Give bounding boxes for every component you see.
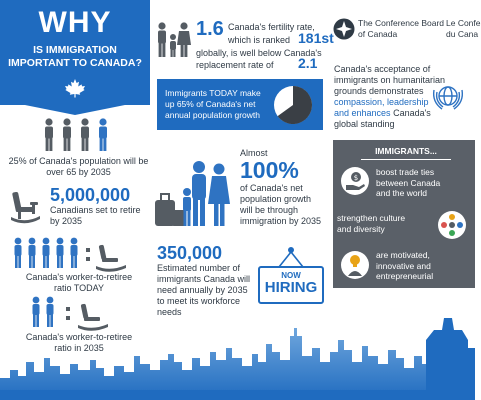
conference-board-name-fr — [446, 18, 481, 39]
benefit-trade-line-3: and the world — [376, 188, 428, 198]
retirement-number: 5,000,000 — [50, 185, 131, 205]
ratio-today-text — [14, 272, 144, 294]
aging-line-1: 25% of Canada's population will be — [8, 156, 149, 166]
subtitle-line-1: IS IMMIGRATION — [33, 44, 117, 56]
banner-point — [0, 100, 150, 116]
aging-line-2: over 65 by 2035 — [46, 167, 111, 177]
people-group-icon — [42, 118, 112, 152]
humanitarian-highlight-1: compassion, leadership — [334, 97, 429, 107]
svg-text:$: $ — [353, 174, 359, 182]
growth-line-1: of Canada's net — [240, 183, 303, 193]
ratio-2035-line-1: Canada's worker-to-retiree — [25, 332, 133, 342]
growth-line-4: immigration by 2035 — [240, 216, 322, 226]
benefit-culture-line-2: and diversity — [337, 223, 385, 234]
immigrants-today-line-1: Immigrants TODAY make — [165, 88, 261, 98]
fertility-value: 1.6 — [196, 18, 224, 40]
retirement-text — [50, 205, 150, 227]
fertility-text-c: globally, is well below Canada's — [196, 48, 322, 58]
family-icon — [155, 22, 193, 58]
benefit-innovation-line-3: entrepreneurial — [376, 271, 434, 281]
growth-almost: Almost — [240, 148, 268, 158]
fertility-text-b: which is ranked — [228, 35, 291, 45]
aging-text — [6, 156, 151, 178]
fertility-text-a: Canada's fertility rate, — [228, 22, 315, 32]
growth-text — [240, 183, 330, 227]
city-skyline-graphic — [0, 300, 475, 400]
immigrants-today-line-2: up 65% of Canada's net — [165, 99, 256, 109]
fertility-rank: 181st — [298, 30, 334, 46]
now-hiring-sign — [258, 266, 324, 304]
benefit-innovation — [376, 250, 472, 282]
needed-value: 350,000 — [157, 243, 223, 263]
ratio-today-line-1: Canada's worker-to-retiree — [25, 272, 133, 282]
needed-line-4: to meet its workforce — [157, 296, 241, 306]
rocking-chair-icon — [8, 190, 42, 224]
conference-board-name-en — [358, 18, 444, 39]
trade-icon-circle — [341, 167, 369, 195]
needed-line-3: need annually by 2035 — [157, 285, 248, 295]
needed-line-1: Estimated number of — [157, 263, 241, 273]
diversity-icon-circle — [438, 211, 466, 239]
cb-fr-line-1: Le Confe — [446, 18, 481, 28]
sign-now-text: NOW — [281, 271, 301, 280]
title-subtitle — [6, 44, 144, 70]
retirement-line-2: by 2035 — [50, 216, 83, 226]
humanitarian-line-5: global standing — [334, 119, 395, 129]
growth-line-3: will be through — [240, 205, 299, 215]
benefit-trade-line-1: boost trade ties — [376, 167, 435, 177]
benefit-innovation-line-2: innovative and — [376, 260, 431, 271]
fertility-replacement: 2.1 — [298, 55, 318, 71]
benefit-culture-line-1: strengthen culture — [337, 213, 406, 223]
retirement-line-1: Canadians set to retire — [50, 205, 141, 215]
needed-line-5: needs — [157, 307, 182, 317]
lightbulb-person-icon — [341, 251, 369, 279]
innovation-icon-circle — [341, 251, 369, 279]
ratio-2035-line-2: ratio in 2035 — [54, 343, 104, 353]
diversity-people-icon — [438, 211, 466, 239]
humanitarian-line-1: Canada's acceptance of — [334, 64, 431, 74]
ratio-today-icon — [12, 237, 130, 271]
maple-leaf-icon — [64, 78, 86, 98]
benefit-trade-line-2: between Canada — [376, 177, 441, 188]
cb-en-line-1: The Conference Board — [358, 18, 444, 28]
un-emblem-icon — [428, 82, 468, 114]
immigrants-today-line-3: annual population growth — [165, 110, 260, 120]
growth-value: 100% — [240, 157, 299, 183]
conference-board-logo — [333, 18, 355, 40]
immigrants-today-text — [165, 88, 270, 121]
title-why: WHY — [38, 6, 112, 39]
needed-line-2: immigrants Canada will — [157, 274, 251, 284]
family-luggage-icon — [153, 160, 237, 230]
fertility-text-d: replacement rate of — [196, 60, 274, 70]
immigrants-heading: IMMIGRANTS... — [361, 146, 451, 160]
benefit-innovation-line-1: are motivated, — [376, 250, 430, 260]
sign-hiring-text: HIRING — [264, 279, 318, 296]
pie-chart-icon — [272, 84, 314, 126]
ratio-today-line-2: ratio TODAY — [53, 283, 105, 293]
subtitle-line-2: IMPORTANT TO CANADA? — [8, 57, 142, 69]
humanitarian-line-3: grounds demonstrates — [334, 86, 424, 96]
money-hand-icon — [341, 167, 369, 195]
humanitarian-line-2: immigrants on humanitarian — [334, 75, 446, 85]
benefit-trade — [376, 167, 472, 199]
humanitarian-highlight-2: and enhances — [334, 108, 391, 118]
sign-hanger-icon — [276, 246, 306, 268]
growth-line-2: population growth — [240, 194, 312, 204]
humanitarian-line-4: Canada's — [390, 108, 431, 118]
cb-en-line-2: of Canada — [358, 28, 398, 39]
benefit-culture — [337, 213, 427, 234]
cb-fr-line-2: du Cana — [446, 28, 479, 39]
